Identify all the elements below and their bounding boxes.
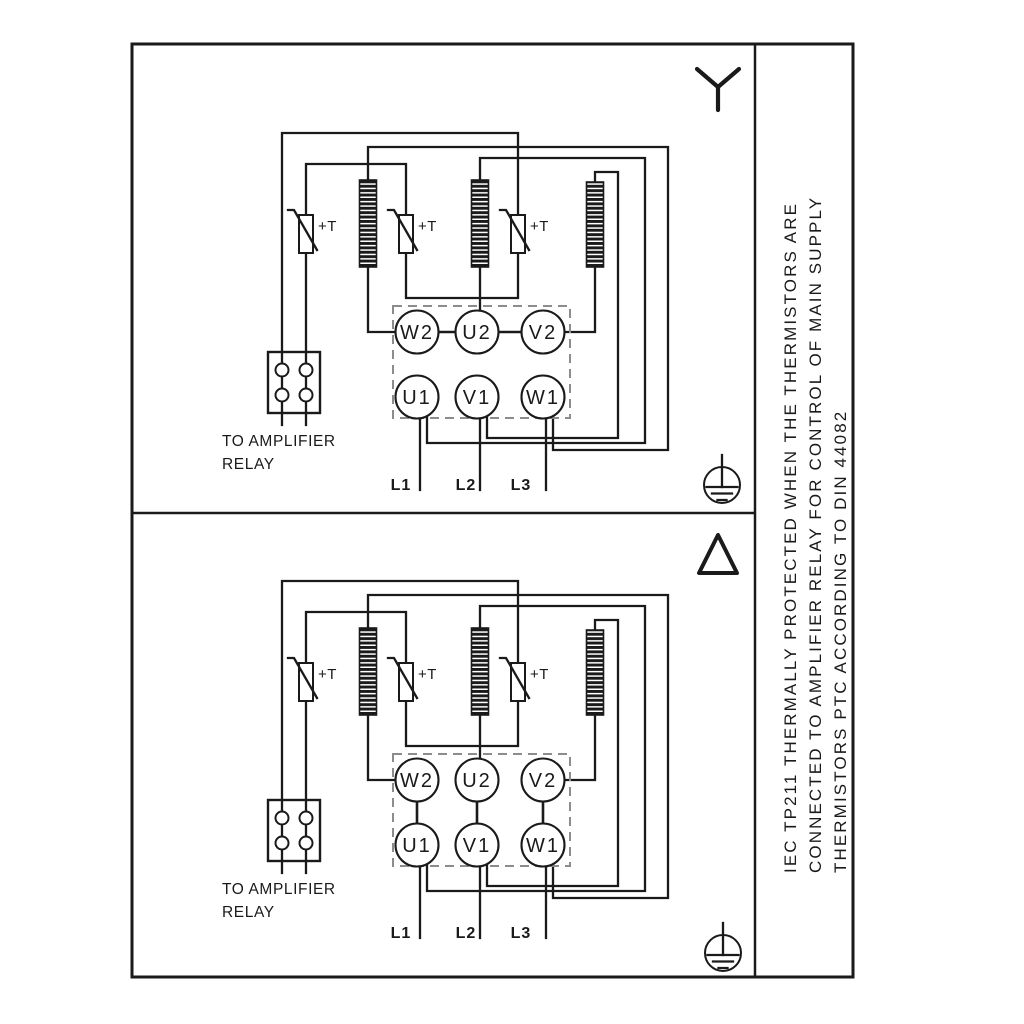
terminal-u1-label: U1 (402, 835, 432, 857)
amplifier-relay-terminals (268, 352, 320, 413)
side-note-line-2: CONNECTED TO AMPLIFIER RELAY FOR CONTROL OF MAIN SUPPLY (806, 195, 825, 873)
thermistor-label: +T (418, 666, 437, 683)
relay-pin (276, 364, 289, 377)
ptc-thermistor-2 (388, 658, 437, 701)
motor-winding-coil-v (587, 182, 604, 267)
thermistor-label: +T (318, 666, 337, 683)
panel-delta (222, 535, 741, 971)
thermistor-label: +T (418, 218, 437, 235)
thermistor-label: +T (318, 218, 337, 235)
supply-line-l3-label: L3 (510, 477, 532, 494)
motor-winding-coil-w (360, 180, 377, 267)
terminal-v1-label: V1 (462, 387, 492, 409)
relay-box (268, 352, 320, 413)
motor-winding-coil-v (587, 630, 604, 715)
panel-star (222, 69, 740, 503)
motor-winding-coil-w (360, 628, 377, 715)
relay-caption-line1: TO AMPLIFIER (222, 433, 336, 450)
ptc-thermistor-1 (288, 210, 337, 253)
relay-pin (300, 364, 313, 377)
ptc-thermistor-1 (288, 658, 337, 701)
terminal-u2-label: U2 (462, 770, 492, 792)
terminal-u1-label: U1 (402, 387, 432, 409)
thermistor-label: +T (530, 218, 549, 235)
side-note (781, 196, 850, 873)
star-connection-icon (697, 69, 739, 110)
thermistor-label: +T (530, 666, 549, 683)
relay-box (268, 800, 320, 861)
terminal-v2-label: V2 (528, 770, 558, 792)
supply-line-l2-label: L2 (455, 477, 477, 494)
relay-pin (276, 389, 289, 402)
ground-icon (705, 923, 741, 971)
terminal-u2-label: U2 (462, 322, 492, 344)
relay-caption-line1: TO AMPLIFIER (222, 881, 336, 898)
terminal-w1-label: W1 (526, 835, 560, 857)
terminal-v1-label: V1 (462, 835, 492, 857)
relay-pin (300, 837, 313, 850)
terminal-w2-label: W2 (400, 322, 434, 344)
terminal-w2-label: W2 (400, 770, 434, 792)
motor-winding-coil-u (472, 180, 489, 267)
delta-connection-icon (699, 535, 737, 573)
relay-pin (276, 837, 289, 850)
ptc-thermistor-3 (500, 210, 549, 253)
side-note-line-1: IEC TP211 THERMALLY PROTECTED WHEN THE THERMISTORS ARE (781, 201, 800, 873)
delta-bridge-links (417, 802, 543, 824)
supply-line-l1-label: L1 (390, 925, 412, 942)
relay-pin (300, 812, 313, 825)
relay-pin (276, 812, 289, 825)
motor-winding-coil-u (472, 628, 489, 715)
ground-icon (704, 455, 740, 503)
ptc-thermistor-3 (500, 658, 549, 701)
terminal-w1-label: W1 (526, 387, 560, 409)
supply-line-l1-label: L1 (390, 477, 412, 494)
supply-line-l3-label: L3 (510, 925, 532, 942)
terminal-v2-label: V2 (528, 322, 558, 344)
relay-pin (300, 389, 313, 402)
relay-caption-line2: RELAY (222, 456, 275, 473)
side-note-line-3: THERMISTORS PTC ACCORDING TO DIN 44082 (831, 409, 850, 873)
amplifier-relay-terminals (268, 800, 320, 861)
relay-caption-line2: RELAY (222, 904, 275, 921)
supply-line-l2-label: L2 (455, 925, 477, 942)
ptc-thermistor-2 (388, 210, 437, 253)
